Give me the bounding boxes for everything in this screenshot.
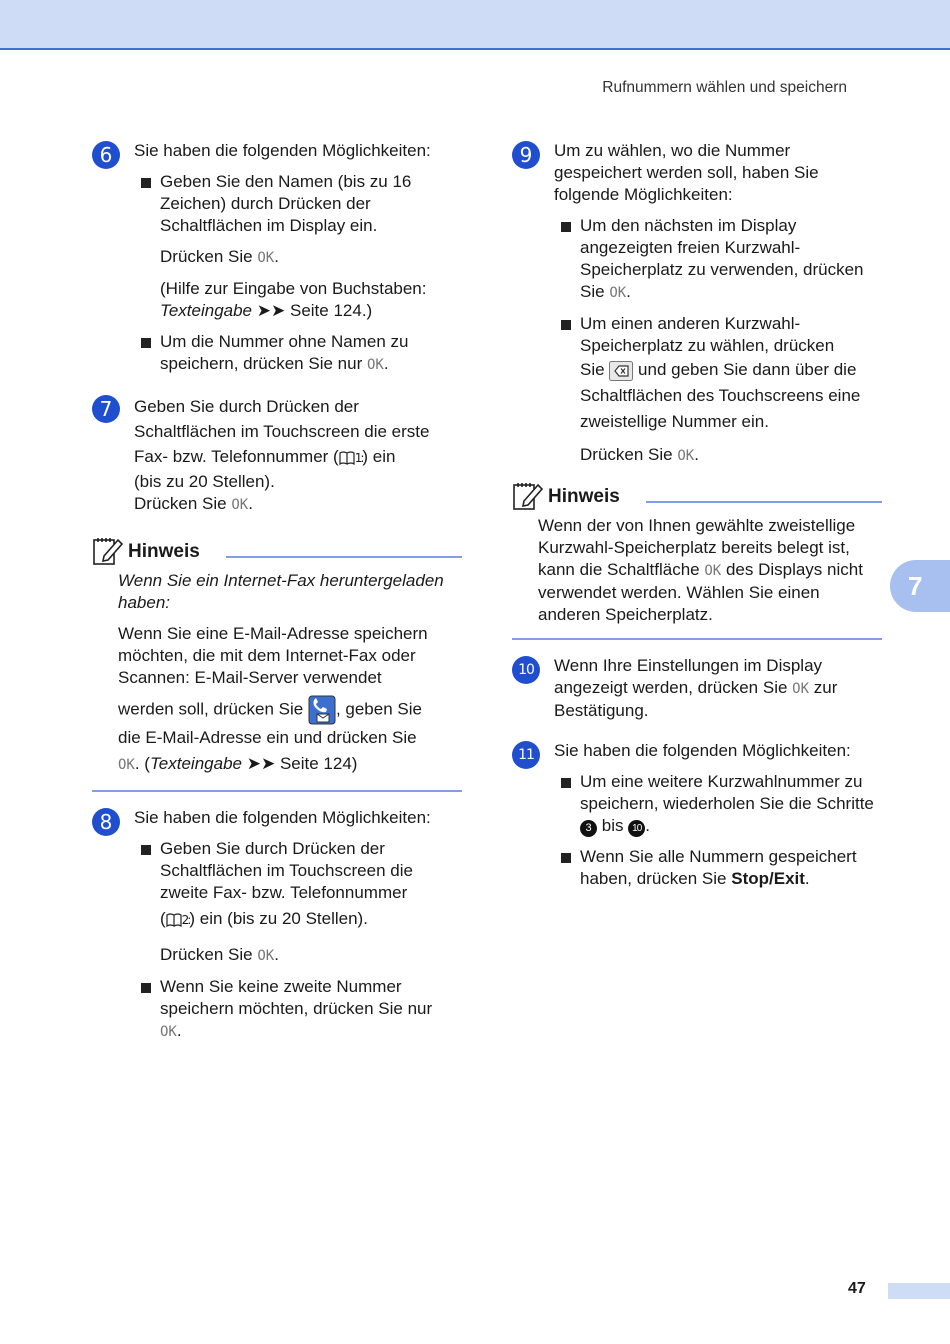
step-text: Sie haben die folgenden Möglichkeiten:	[134, 808, 431, 827]
list-item: Um eine weitere Kurzwahlnummer zu speichern, wiederholen Sie die Schritte 3 bis 10 .	[560, 771, 882, 837]
text-line: ) ein	[362, 447, 396, 466]
ok-key: OK	[257, 948, 275, 964]
item-text: Sie	[580, 360, 605, 379]
item-text: bis	[601, 816, 624, 835]
chapter-tab: 7	[890, 560, 950, 612]
ok-key: OK	[704, 563, 722, 579]
press-text: Drücken Sie	[134, 494, 227, 513]
list-item: Um die Nummer ohne Namen zu speichern, drücken Sie nur OK.	[140, 331, 462, 376]
note-rule	[226, 556, 462, 558]
press-text: Drücken Sie	[160, 247, 253, 266]
note-rule	[646, 501, 882, 503]
option-list	[140, 171, 462, 376]
key-label: 2:	[181, 913, 190, 927]
key-label: 1:	[354, 451, 363, 465]
bullet-icon	[141, 845, 151, 855]
note-text: Wenn der von Ihnen gewählte zweistellige Kurzwahl-Speicherplatz bereits belegt ist, kann die Schaltfläche	[538, 516, 856, 579]
pencil-note-icon	[92, 534, 124, 566]
note-text: des Displays nicht verwendet werden. Wählen Sie einen anderen Speicherplatz.	[538, 560, 863, 624]
step-6	[92, 140, 462, 376]
step-number: 7	[92, 395, 120, 423]
note-text: , geben Sie	[335, 699, 422, 719]
note-header	[92, 534, 462, 570]
press-line: Drücken Sie OK.	[580, 445, 699, 464]
press-line: Drücken Sie OK.	[160, 247, 279, 266]
note-rule-bottom	[512, 638, 882, 640]
left-column	[92, 140, 462, 1052]
note-title: Hinweis	[128, 541, 200, 562]
bullet-icon	[561, 320, 571, 330]
arrows-icon: ➤➤	[256, 301, 286, 320]
step-text: (bis zu 20 Stellen). Drücken Sie OK.	[134, 472, 275, 513]
note-box	[92, 532, 462, 792]
ok-key: OK	[792, 681, 810, 697]
arrows-icon: ➤➤	[246, 754, 276, 773]
backspace-icon[interactable]	[609, 361, 633, 381]
ok-key: OK	[231, 497, 249, 513]
press-text: Drücken Sie	[580, 445, 673, 464]
pencil-note-icon	[512, 479, 544, 511]
item-text	[160, 909, 368, 928]
press-line: Drücken Sie OK.	[160, 945, 279, 964]
item-text: und geben Sie dann über die Schaltflächen des Touchscreens eine zweistellige Nummer ein.	[580, 360, 861, 431]
ok-key: OK	[257, 250, 275, 266]
item-text: ) ein (bis zu 20 Stellen).	[189, 909, 368, 928]
item-text: Geben Sie durch Drücken der Schaltflächen im Touchscreen die zweite Fax- bzw. Telefonnummer	[160, 839, 413, 902]
item-text: Wenn Sie alle Nummern gespeichert haben, drücken Sie	[580, 847, 857, 888]
step-number: 9	[512, 141, 540, 169]
step-9	[512, 140, 882, 467]
step-number: 6	[92, 141, 120, 169]
step-10	[512, 655, 882, 722]
text-line: Fax- bzw. Telefonnummer (	[134, 447, 339, 466]
paren: (	[160, 909, 166, 928]
ok-key: OK	[609, 285, 627, 301]
list-item: Wenn Sie alle Nummern gespeichert haben, drücken Sie Stop/Exit.	[560, 846, 882, 890]
bullet-icon	[561, 853, 571, 863]
note-paragraph: Wenn Sie eine E-Mail-Adresse speichern möchten, die mit dem Internet-Fax oder Scannen: E-Mail-Server verwendet	[118, 624, 428, 687]
running-header: Rufnummern wählen und speichern	[602, 79, 847, 96]
bullet-icon	[141, 983, 151, 993]
list-item	[140, 171, 462, 322]
item-text: Geben Sie den Namen (bis zu 16 Zeichen) durch Drücken der Schaltflächen im Display ein.	[160, 172, 412, 235]
note-paragraph	[118, 695, 462, 778]
item-text: Um den nächsten im Display angezeigten freien Kurzwahl-Speicherplatz zu verwenden, drücken Sie	[580, 216, 864, 301]
ok-key: OK	[677, 448, 695, 464]
item-text	[580, 360, 860, 431]
step-text	[134, 394, 462, 471]
page-ref: Seite 124)	[279, 754, 358, 773]
note-box	[512, 477, 882, 640]
note-header	[512, 479, 882, 515]
step-number: 8	[92, 808, 120, 836]
bullet-icon	[141, 338, 151, 348]
footer-band	[888, 1283, 950, 1299]
step-ref-badge: 10	[628, 820, 645, 837]
bullet-icon	[561, 778, 571, 788]
bullet-icon	[561, 222, 571, 232]
ok-key: OK	[160, 1024, 177, 1040]
option-list	[560, 215, 882, 467]
note-text: werden soll, drücken Sie	[118, 699, 304, 719]
step-ref-badge: 3	[580, 820, 597, 837]
step-text	[554, 655, 882, 722]
step-number: 11	[512, 741, 540, 769]
help-text: (Hilfe zur Eingabe von Buchstaben:	[160, 279, 427, 298]
help-line	[160, 278, 462, 322]
press-text: Drücken Sie	[160, 945, 253, 964]
header-band	[0, 0, 950, 50]
text-line: Geben Sie durch Drücken der	[134, 397, 359, 416]
text-line: (bis zu 20 Stellen).	[134, 472, 275, 491]
step-number: 10	[512, 656, 540, 684]
note-paragraph	[538, 515, 882, 626]
step-text: Sie haben die folgenden Möglichkeiten:	[134, 141, 431, 160]
note-title: Hinweis	[548, 486, 620, 507]
step-text: Sie haben die folgenden Möglichkeiten:	[554, 741, 851, 760]
step-text: Um zu wählen, wo die Nummer gespeichert werden soll, haben Sie folgende Möglichkeiten:	[554, 141, 819, 204]
bullet-icon	[141, 178, 151, 188]
note-rule-bottom	[92, 790, 462, 792]
option-list	[140, 838, 462, 1043]
note-body	[92, 570, 462, 778]
phone-mail-icon	[308, 695, 336, 725]
step-7	[92, 394, 462, 516]
step-11	[512, 740, 882, 890]
step-text-part: Wenn Ihre Einstellungen im Display angezeigt werden, drücken Sie	[554, 656, 823, 697]
page-number: 47	[848, 1280, 866, 1297]
note-italic: Wenn Sie ein Internet-Fax heruntergeladen haben:	[118, 571, 444, 612]
step-text-part: zur Bestätigung.	[554, 678, 838, 720]
list-item	[140, 838, 462, 967]
ok-key: OK	[118, 757, 135, 773]
step-8	[92, 807, 462, 1043]
item-text: Um die Nummer ohne Namen zu speichern, drücken Sie nur	[160, 332, 409, 373]
phonebook-icon	[166, 913, 182, 927]
option-list	[560, 771, 882, 890]
list-item: Um den nächsten im Display angezeigten freien Kurzwahl-Speicherplatz zu verwenden, drücken Sie OK.	[560, 215, 882, 304]
list-item: Wenn Sie keine zweite Nummer speichern möchten, drücken Sie nur OK.	[140, 976, 462, 1043]
stop-exit-key: Stop/Exit	[731, 869, 805, 888]
item-text: Um einen anderen Kurzwahl-Speicherplatz zu wählen, drücken	[580, 314, 835, 355]
note-text: . (	[134, 754, 150, 773]
help-link[interactable]: Texteingabe	[149, 754, 242, 773]
page-ref: Seite 124.)	[289, 301, 373, 320]
list-item	[560, 313, 882, 467]
item-text: Um eine weitere Kurzwahlnummer zu speichern, wiederholen Sie die Schritte	[580, 772, 874, 813]
note-text: die E-Mail-Adresse ein und drücken Sie	[118, 728, 417, 747]
help-link[interactable]: Texteingabe	[160, 301, 253, 320]
note-body	[512, 515, 882, 626]
right-column	[512, 140, 882, 899]
ok-key: OK	[366, 357, 384, 373]
text-line: Schaltflächen im Touchscreen die erste	[134, 422, 430, 441]
phonebook-icon	[339, 451, 355, 465]
item-text: Wenn Sie keine zweite Nummer speichern möchten, drücken Sie nur	[160, 977, 433, 1018]
